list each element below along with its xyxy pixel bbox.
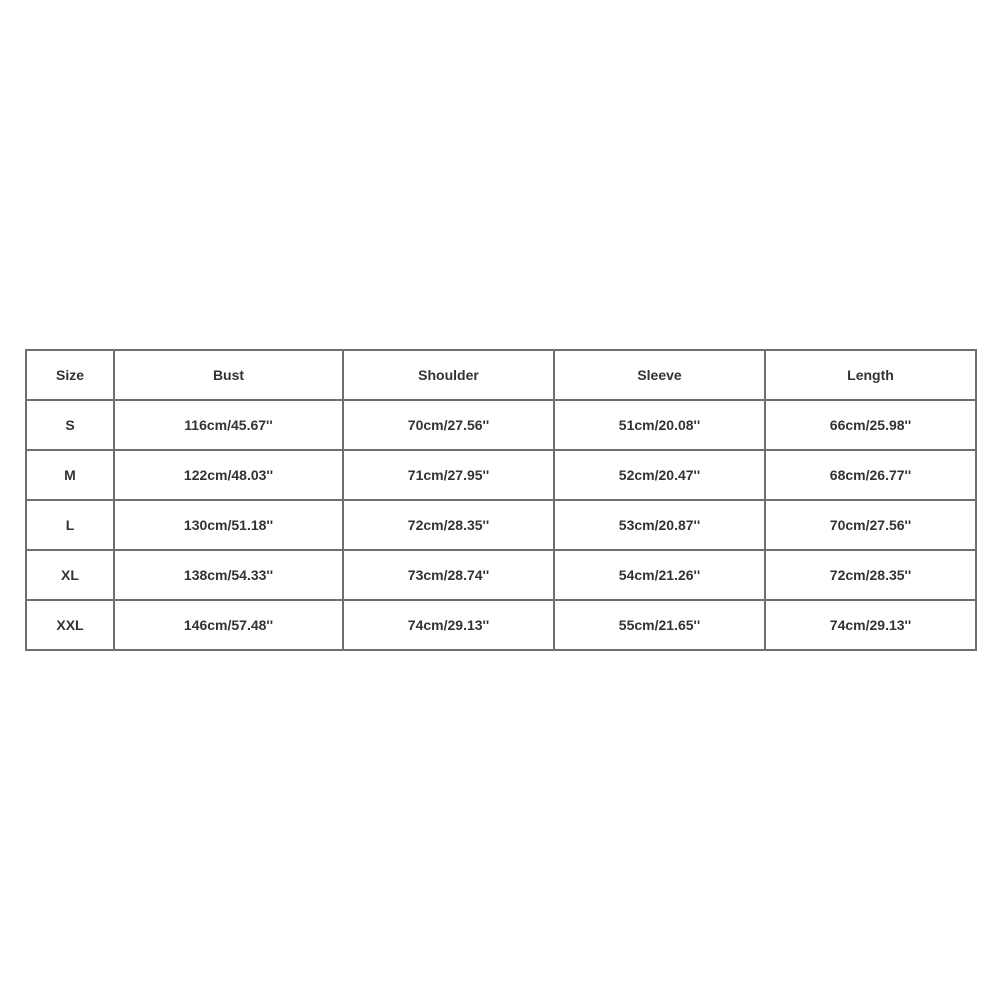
header-bust: Bust	[114, 350, 343, 400]
bust-cell: 122cm/48.03''	[114, 450, 343, 500]
length-cell: 68cm/26.77''	[765, 450, 976, 500]
size-chart-table	[25, 349, 977, 651]
bust-cell: 116cm/45.67''	[114, 400, 343, 450]
table-row	[26, 450, 976, 500]
header-length: Length	[765, 350, 976, 400]
shoulder-cell: 71cm/27.95''	[343, 450, 554, 500]
sleeve-cell: 52cm/20.47''	[554, 450, 765, 500]
header-sleeve: Sleeve	[554, 350, 765, 400]
length-cell: 66cm/25.98''	[765, 400, 976, 450]
shoulder-cell: 70cm/27.56''	[343, 400, 554, 450]
header-size: Size	[26, 350, 114, 400]
table-row	[26, 400, 976, 450]
shoulder-cell: 74cm/29.13''	[343, 600, 554, 650]
size-cell: L	[26, 500, 114, 550]
table-header-row	[26, 350, 976, 400]
shoulder-cell: 72cm/28.35''	[343, 500, 554, 550]
bust-cell: 146cm/57.48''	[114, 600, 343, 650]
size-cell: XXL	[26, 600, 114, 650]
sleeve-cell: 51cm/20.08''	[554, 400, 765, 450]
size-cell: M	[26, 450, 114, 500]
bust-cell: 130cm/51.18''	[114, 500, 343, 550]
length-cell: 74cm/29.13''	[765, 600, 976, 650]
sleeve-cell: 55cm/21.65''	[554, 600, 765, 650]
length-cell: 70cm/27.56''	[765, 500, 976, 550]
length-cell: 72cm/28.35''	[765, 550, 976, 600]
size-cell: S	[26, 400, 114, 450]
table-row	[26, 550, 976, 600]
sleeve-cell: 53cm/20.87''	[554, 500, 765, 550]
table-row	[26, 600, 976, 650]
header-shoulder: Shoulder	[343, 350, 554, 400]
sleeve-cell: 54cm/21.26''	[554, 550, 765, 600]
table-row	[26, 500, 976, 550]
size-cell: XL	[26, 550, 114, 600]
bust-cell: 138cm/54.33''	[114, 550, 343, 600]
shoulder-cell: 73cm/28.74''	[343, 550, 554, 600]
